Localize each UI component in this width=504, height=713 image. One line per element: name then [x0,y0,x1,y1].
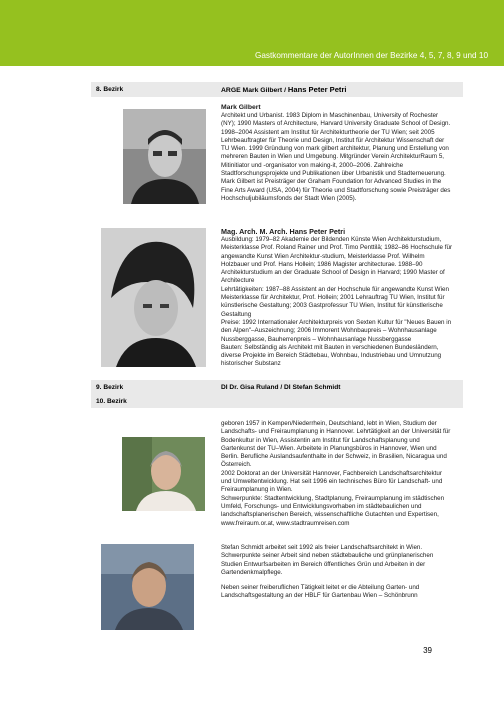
portrait-hans-peter-petri [101,228,206,367]
district-label-10: 10. Bezirk [96,398,127,405]
bio-paragraph: Mark Gilbert ist Preisträger der Graham Foundation for Advanced Studies in the Fine Arts Award (USA, 2004) für Theorie und Stadtforschung sowie Preisträger des Hochschuljubiläumsfonds der Stadt Wien (2005). [221,178,451,202]
bio-paragraph: Schwerpunkte: Stadtentwicklung, Stadtplanung, Freiraumplanung im städtischen Umfeld, Forschungs- und Entwicklungsvorhaben im städtebaulichen und landschaftsplanerischen Bereich, wissenschaftliche Gutachten und Expertisen, www.freiraum.or.at, www.stadtraumreisen.com [221,494,445,527]
portrait-gisa-ruland [122,437,205,511]
bio-mark-gilbert [221,103,454,203]
bio-paragraph: 2002 Doktorat an der Universität Hannover, Fachbereich Landschaftsarchitektur und Umweltentwicklung. Hat seit 1996 ein technisches Büro für Landschaft- und Freiraumplanung in Wien. [221,469,443,494]
section-8-authors [221,85,347,94]
district-label-9: 9. Bezirk [96,384,124,391]
section-9-10-authors: DI Dr. Gisa Ruland / DI Stefan Schmidt [221,384,341,391]
bio-paragraph: Lehrtätigkeiten: 1987–88 Assistent an der Hochschule für angewandte Kunst Wien Meisterklasse für Architektur, Prof. Hollein; 2001 Lehrauftrag TU Wien, Institut für künstlerische Gestaltung; 2003 Gastprofessur TU Wien, Institut für künstlerische Gestaltung [221,285,449,318]
person-name: Mag. Arch. M. Arch. Hans Peter Petri [221,227,346,236]
bio-paragraph: Neben seiner freiberuflichen Tätigkeit leitet er die Abteilung Garten- und Landschaftsgestaltung an der HBLF für Gartenbau Wien – Schönbrunn [221,584,420,600]
bio-paragraph: geboren 1957 in Kempen/Niederrhein, Deutschland, lebt in Wien, Studium der Landschafts- und Freiraumplanung in Hannover. Lehrtätigkeit an der Universität für Bodenkultur in Wien, Assistentin am Institut für Landschaftsplanung und Gartenkunst der TU–Wien. Arbeitete in Planungsbüros in Hannover, Wien und Berlin. Berufliche Auslandsaufenthalte in der Schweiz, in Brasilien, Nicaragua und Österreich. [221,420,451,469]
bio-hans-peter-petri [221,227,454,369]
authors-suffix: Hans Peter Petri [287,85,347,94]
bio-paragraph: Stefan Schmidt arbeitet seit 1992 als freier Landschaftsarchitekt in Wien. Schwerpunkte seiner Arbeit sind neben städtebauliche und grünplanerischen Studien Entwurfsarbeiten im Bereich öffentliches Grün und Arbeiten in der Gartendenkmalpflege. [221,544,434,576]
bio-stefan-schmidt [221,544,454,601]
authors-prefix: ARGE Mark Gilbert / [221,87,288,94]
bio-gisa-ruland [221,420,454,528]
paragraph-gap [221,577,454,584]
page-number: 39 [423,646,432,655]
header-bar [0,0,504,66]
page-header-title: Gastkommentare der AutorInnen der Bezirke 4, 5, 7, 8, 9 und 10 [254,51,488,60]
bio-paragraph: Bauten: Selbständig als Architekt mit Bauten in verschiedenen Bundesländern, diverse Projekte im Bereich Städtebau, Wohnbau, Industriebau und Umnutzung historischer Substanz [221,343,442,368]
bio-paragraph: Preise: 1992 Internationaler Architekturpreis von Sexten Kultur für "Neues Bauen in den Alpen"–Auszeichnung; 2006 Immorent Wohnbaupreis – Wohnhausanlage Nussberggasse, Bauherrenpreis – Wohnhausanlage Nussberggasse [221,318,452,343]
bio-paragraph: Ausbildung: 1979–82 Akademie der Bildenden Künste Wien Architekturstudium, Meisterklasse Prof. Roland Rainer und Prof. Timo Penttilä; 1982–86 Hochschule für angewandte Kunst Wien Architektur-studium, Meisterklasse Prof. Wilhelm Holzbauer und Prof. Hans Hollein; 1986 Magister architecturae. 1988–90 Architekturstudium an der Graduate School of Design in Harvard; 1990 Master of Architecture [221,236,453,285]
portrait-stefan-schmidt [101,544,194,630]
portrait-mark-gilbert [123,109,206,204]
person-name: Mark Gilbert [221,104,261,111]
bio-paragraph: Architekt und Urbanist. 1983 Diplom in Maschinenbau, University of Rochester (NY); 1990 Masters of Architecture, Harvard University Graduate School of Design. 1998–2004 Assistent am Institut für Architekturtheorie der TU Wien; seit 2005 Lehrbeauftragter für Theorie und Design, Institut für Architektur Wissenschaft der TU Wien. 1999 Gründung von mark gilbert architektur, Planung und Erstellung von mehreren Bauten in Wien und Umgebung. Mitgründer Verein ArchitekturRaum 5, Mitinitiator und -organisator von making-it, 2000–2006. Zahlreiche Stadtforschungsprojekte und Publikationen über Urbanistik und Stadterneuerung. [221,112,451,178]
district-label-8: 8. Bezirk [96,86,124,93]
